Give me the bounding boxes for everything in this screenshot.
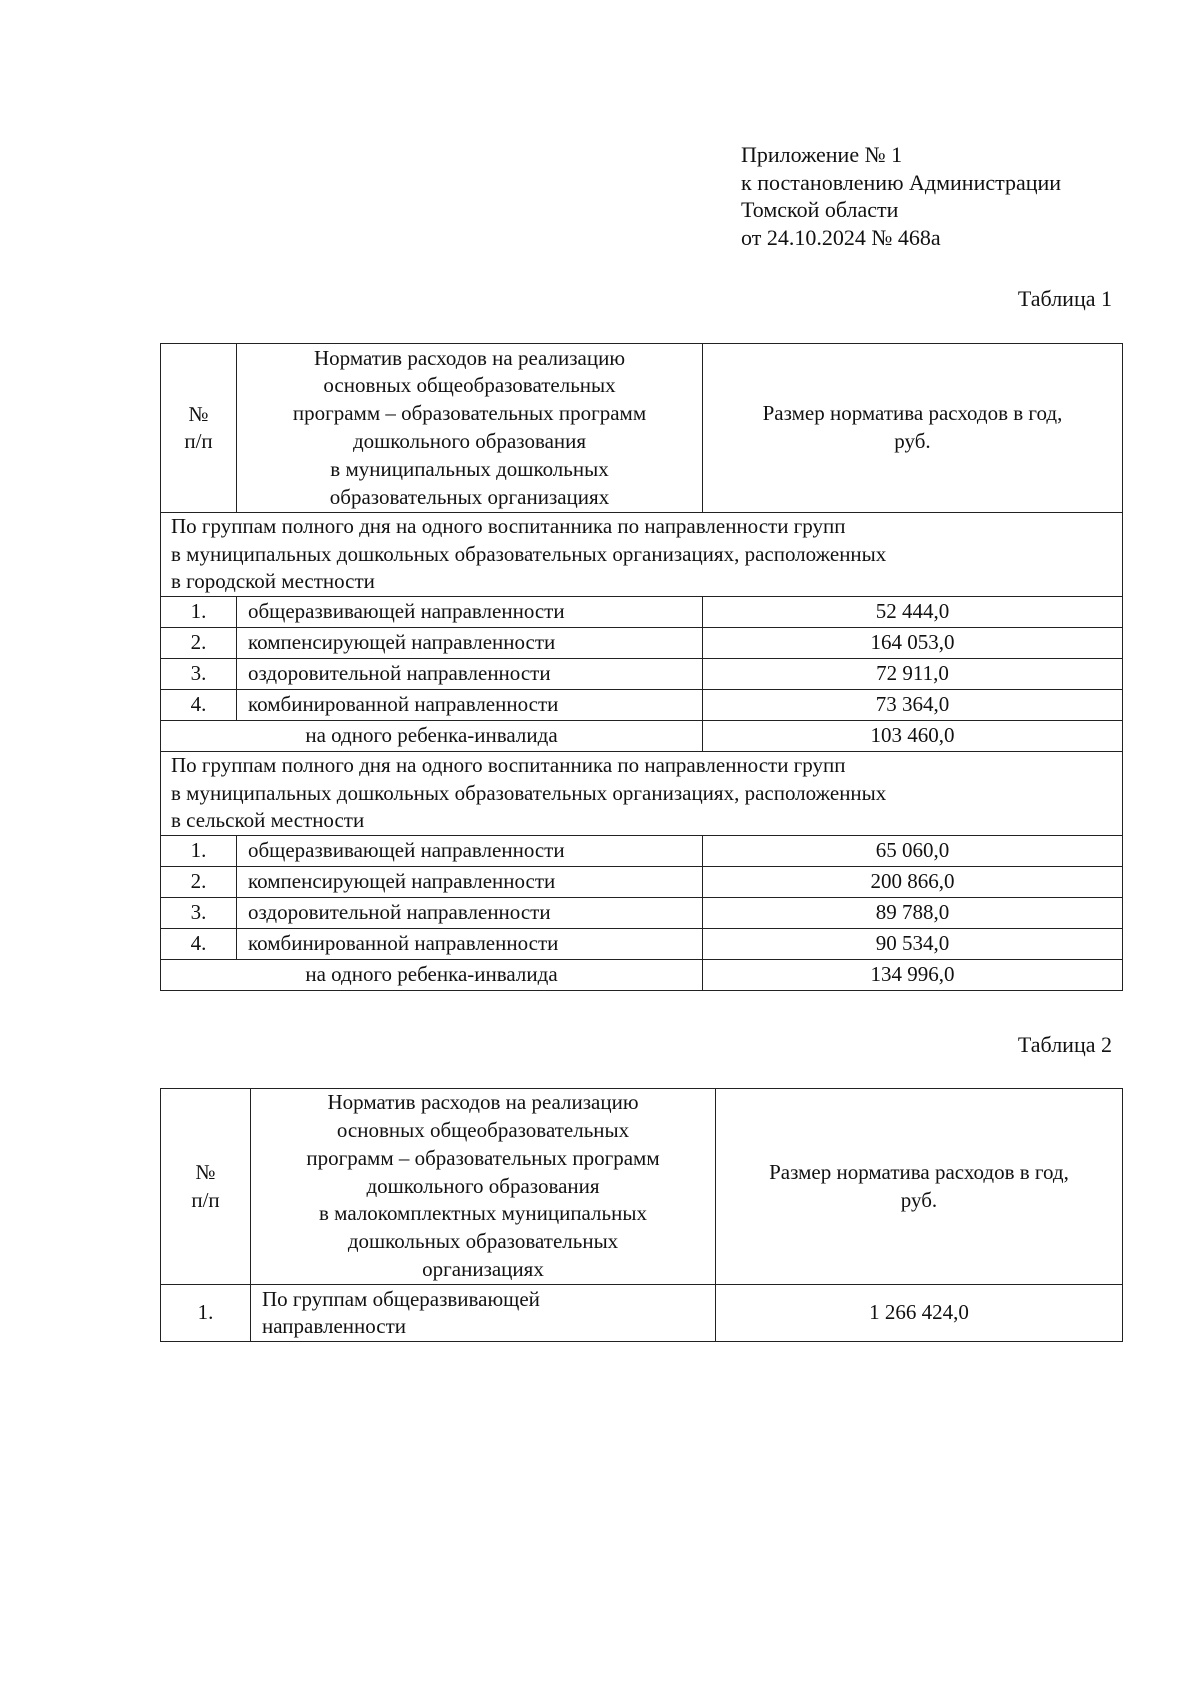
row-value: 89 788,0 — [703, 898, 1123, 929]
header-size-cell — [703, 344, 1123, 513]
header-size-line: руб. — [900, 1187, 938, 1212]
row-label: оздоровительной направленности — [237, 659, 703, 690]
row-num: 2. — [161, 867, 237, 898]
section-title-cell — [161, 752, 1123, 836]
section-title-cell — [161, 513, 1123, 597]
row-num: 1. — [161, 1285, 251, 1342]
disabled-child-row — [161, 721, 1123, 752]
row-label: комбинированной направленности — [237, 690, 703, 721]
row-num: 1. — [161, 597, 237, 628]
table1-header-row — [161, 344, 1123, 513]
section-title-line: По группам полного дня на одного воспитанника по направленности групп — [171, 753, 846, 778]
header-size-cell — [716, 1089, 1123, 1285]
section-title-row — [161, 513, 1123, 597]
row-label: компенсирующей направленности — [237, 628, 703, 659]
header-norm-line: основных общеобразовательных — [323, 373, 616, 398]
disabled-child-value: 134 996,0 — [703, 960, 1123, 991]
row-num: 3. — [161, 659, 237, 690]
header-norm-cell — [251, 1089, 716, 1285]
row-label: компенсирующей направленности — [237, 867, 703, 898]
header-norm-line: в муниципальных дошкольных — [330, 456, 609, 481]
table1-caption: Таблица 1 — [1017, 286, 1112, 311]
table1 — [160, 343, 1123, 991]
appendix-line: Приложение № 1 — [741, 142, 903, 167]
header-norm-line: Норматив расходов на реализацию — [313, 345, 626, 370]
table-row — [161, 867, 1123, 898]
row-label: общеразвивающей направленности — [237, 836, 703, 867]
section-title-line: в городской местности — [171, 569, 375, 594]
header-norm-cell — [237, 344, 703, 513]
row-label-line: направленности — [262, 1314, 407, 1338]
table2-header-row — [161, 1089, 1123, 1285]
header-num-cell — [161, 344, 237, 513]
header-num-line: № — [195, 1160, 216, 1184]
header-norm-line: дошкольного образования — [366, 1173, 600, 1198]
table2 — [160, 1088, 1123, 1342]
section-title-line: в муниципальных дошкольных образовательных организациях, расположенных — [171, 780, 887, 805]
header-size-line: руб. — [894, 429, 931, 453]
appendix-line: Томской области — [741, 197, 899, 222]
header-norm-line: основных общеобразовательных — [336, 1118, 630, 1142]
row-value: 90 534,0 — [703, 929, 1123, 960]
row-label-line: По группам общеразвивающей — [262, 1287, 540, 1311]
table2-caption: Таблица 2 — [1017, 1032, 1112, 1057]
row-value: 52 444,0 — [703, 597, 1123, 628]
header-norm-line: дошкольных образовательных — [347, 1229, 619, 1254]
row-value: 73 364,0 — [703, 690, 1123, 721]
row-label — [251, 1285, 716, 1342]
row-value: 200 866,0 — [703, 867, 1123, 898]
table-row — [161, 898, 1123, 929]
header-num-line: № — [188, 401, 209, 426]
header-norm-line: организациях — [422, 1256, 544, 1281]
section-title-line: в муниципальных дошкольных образовательных организациях, расположенных — [171, 541, 887, 566]
table-row — [161, 628, 1123, 659]
header-num-line: п/п — [184, 429, 213, 453]
header-num-line: п/п — [191, 1187, 220, 1212]
header-norm-line: образовательных организациях — [329, 484, 610, 509]
header-num-cell — [161, 1089, 251, 1285]
row-num: 3. — [161, 898, 237, 929]
table-row — [161, 836, 1123, 867]
table-row — [161, 659, 1123, 690]
header-size-line: Размер норматива расходов в год, — [769, 1159, 1069, 1184]
disabled-child-label: на одного ребенка-инвалида — [161, 960, 703, 991]
row-num: 2. — [161, 628, 237, 659]
table-row — [161, 929, 1123, 960]
row-label: комбинированной направленности — [237, 929, 703, 960]
disabled-child-value: 103 460,0 — [703, 721, 1123, 752]
header-norm-line: дошкольного образования — [352, 429, 587, 453]
appendix-line: от 24.10.2024 № 468а — [741, 224, 941, 250]
header-norm-line: Норматив расходов на реализацию — [327, 1090, 639, 1115]
row-num: 4. — [161, 690, 237, 721]
row-label: оздоровительной направленности — [237, 898, 703, 929]
table-row — [161, 597, 1123, 628]
row-value: 65 060,0 — [703, 836, 1123, 867]
row-num: 4. — [161, 929, 237, 960]
row-num: 1. — [161, 836, 237, 867]
section-title-line: По группам полного дня на одного воспитанника по направленности групп — [171, 514, 846, 539]
section-title-line: в сельской местности — [171, 808, 365, 833]
table-row — [161, 690, 1123, 721]
disabled-child-row — [161, 960, 1123, 991]
row-value: 72 911,0 — [703, 659, 1123, 690]
header-size-line: Размер норматива расходов в год, — [762, 401, 1063, 426]
appendix-line: к постановлению Администрации — [741, 169, 1062, 195]
row-value: 164 053,0 — [703, 628, 1123, 659]
row-value: 1 266 424,0 — [716, 1285, 1123, 1342]
row-label: общеразвивающей направленности — [237, 597, 703, 628]
header-norm-line: в малокомплектных муниципальных — [319, 1201, 647, 1226]
section-title-row — [161, 752, 1123, 836]
table-row — [161, 1285, 1123, 1342]
disabled-child-label: на одного ребенка-инвалида — [161, 721, 703, 752]
appendix-block — [741, 141, 1061, 251]
header-norm-line: программ – образовательных программ — [306, 1145, 660, 1170]
header-norm-line: программ – образовательных программ — [292, 401, 647, 426]
